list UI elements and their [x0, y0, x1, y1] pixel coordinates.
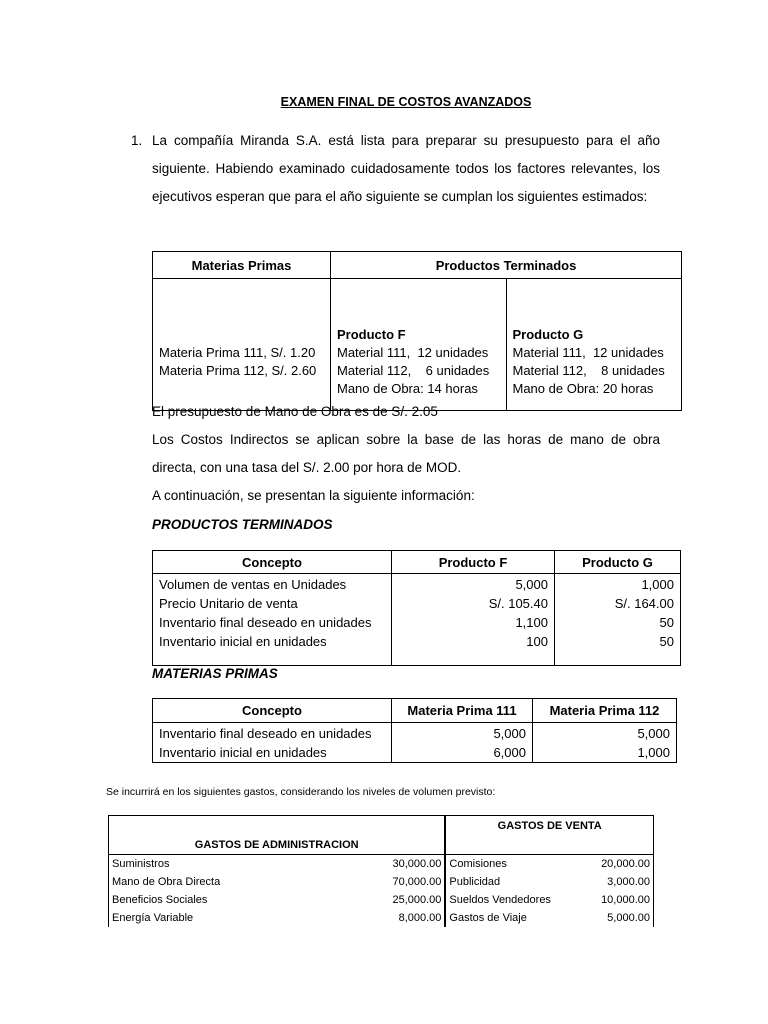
value: 50 [659, 615, 674, 630]
product-g-cell [506, 279, 682, 411]
expenses-intro: Se incurrirá en los siguientes gastos, considerando los niveles de volumen previsto: [106, 786, 496, 798]
indirect-costs-text: Los Costos Indirectos se aplican sobre la base de las horas de mano de obra directa, con una tasa del S/. 2.00 por hora de MOD. [152, 432, 660, 475]
admin-amount: 25,000.00 [335, 891, 445, 909]
product-g-name: Producto G [512, 327, 584, 342]
col-mp111: Materia Prima 111 [392, 699, 533, 723]
admin-amount: 30,000.00 [335, 855, 445, 874]
value: S/. 105.40 [488, 596, 548, 611]
sales-amount: 3,000.00 [583, 873, 653, 891]
admin-label: Mano de Obra Directa [109, 873, 335, 891]
sales-label: Publicidad [445, 873, 583, 891]
materials-cell [153, 279, 331, 411]
concept-line: Volumen de ventas en Unidades [159, 577, 347, 592]
products-table [152, 550, 681, 666]
header-productos-terminados: Productos Terminados [331, 252, 682, 279]
value: 5,000 [515, 577, 548, 592]
mp112-values [533, 723, 677, 763]
col-producto-f: Producto F [392, 551, 555, 574]
concept-line: Inventario inicial en unidades [159, 634, 327, 649]
labor-budget-text: El presupuesto de Mano de Obra es de S/. 2.05 [152, 404, 438, 419]
header-materias-primas: Materias Primas [153, 252, 331, 279]
concept-cell [153, 723, 392, 763]
header-gastos-venta: GASTOS DE VENTA [445, 816, 653, 855]
product-f-line: Material 111, 12 unidades [337, 345, 489, 360]
intro-paragraph: La compañía Miranda S.A. está lista para preparar su presupuesto para el año siguiente. Habiendo examinado cuidadosamente todos los factores relevantes, los ejecutivos esperan que para el año siguiente se cumplan los siguientes estimados: [152, 133, 660, 204]
col-concepto: Concepto [153, 699, 392, 723]
info-intro-text: A continuación, se presentan la siguiente información: [152, 488, 475, 503]
value: 1,100 [515, 615, 548, 630]
concept-line: Inventario final deseado en unidades [159, 726, 372, 741]
sales-amount: 10,000.00 [583, 891, 653, 909]
mp111-values [392, 723, 533, 763]
header-gastos-administracion: GASTOS DE ADMINISTRACION [109, 816, 446, 855]
value: 1,000 [641, 577, 674, 592]
product-f-name: Producto F [337, 327, 406, 342]
admin-amount: 70,000.00 [335, 873, 445, 891]
admin-label: Suministros [109, 855, 335, 874]
sales-label: Gastos de Viaje [445, 909, 583, 927]
sales-label: Sueldos Vendedores [445, 891, 583, 909]
product-g-line: Mano de Obra: 20 horas [512, 381, 654, 396]
section-materias-primas: MATERIAS PRIMAS [152, 666, 278, 681]
value: 1,000 [637, 745, 670, 760]
sales-amount: 20,000.00 [583, 855, 653, 874]
sales-label: Comisiones [445, 855, 583, 874]
material-line: Materia Prima 112, S/. 2.60 [159, 363, 317, 378]
concept-line: Inventario inicial en unidades [159, 745, 327, 760]
value: 5,000 [493, 726, 526, 741]
concept-line: Inventario final deseado en unidades [159, 615, 372, 630]
sales-amount: 5,000.00 [583, 909, 653, 927]
admin-label: Energía Variable [109, 909, 335, 927]
materials-table [152, 698, 677, 763]
value: 100 [526, 634, 548, 649]
expenses-table [108, 815, 654, 927]
col-producto-g: Producto G [555, 551, 681, 574]
value: 5,000 [637, 726, 670, 741]
concept-line: Precio Unitario de venta [159, 596, 298, 611]
material-line: Materia Prima 111, S/. 1.20 [159, 345, 316, 360]
product-g-line: Material 112, 8 unidades [512, 363, 665, 378]
body-text [152, 398, 660, 510]
section-productos-terminados: PRODUCTOS TERMINADOS [152, 517, 333, 532]
admin-label: Beneficios Sociales [109, 891, 335, 909]
question-number: 1. [131, 133, 143, 148]
product-f-cell [331, 279, 507, 411]
producto-g-values [555, 574, 681, 666]
product-f-line: Material 112, 6 unidades [337, 363, 490, 378]
col-mp112: Materia Prima 112 [533, 699, 677, 723]
product-f-line: Mano de Obra: 14 horas [337, 381, 478, 396]
admin-amount: 8,000.00 [335, 909, 445, 927]
value: S/. 164.00 [614, 596, 674, 611]
product-g-line: Material 111, 12 unidades [512, 345, 664, 360]
estimates-table [152, 251, 682, 411]
value: 50 [659, 634, 674, 649]
col-concepto: Concepto [153, 551, 392, 574]
exam-title: EXAMEN FINAL DE COSTOS AVANZADOS [280, 95, 532, 109]
value: 6,000 [493, 745, 526, 760]
concept-cell [153, 574, 392, 666]
producto-f-values [392, 574, 555, 666]
